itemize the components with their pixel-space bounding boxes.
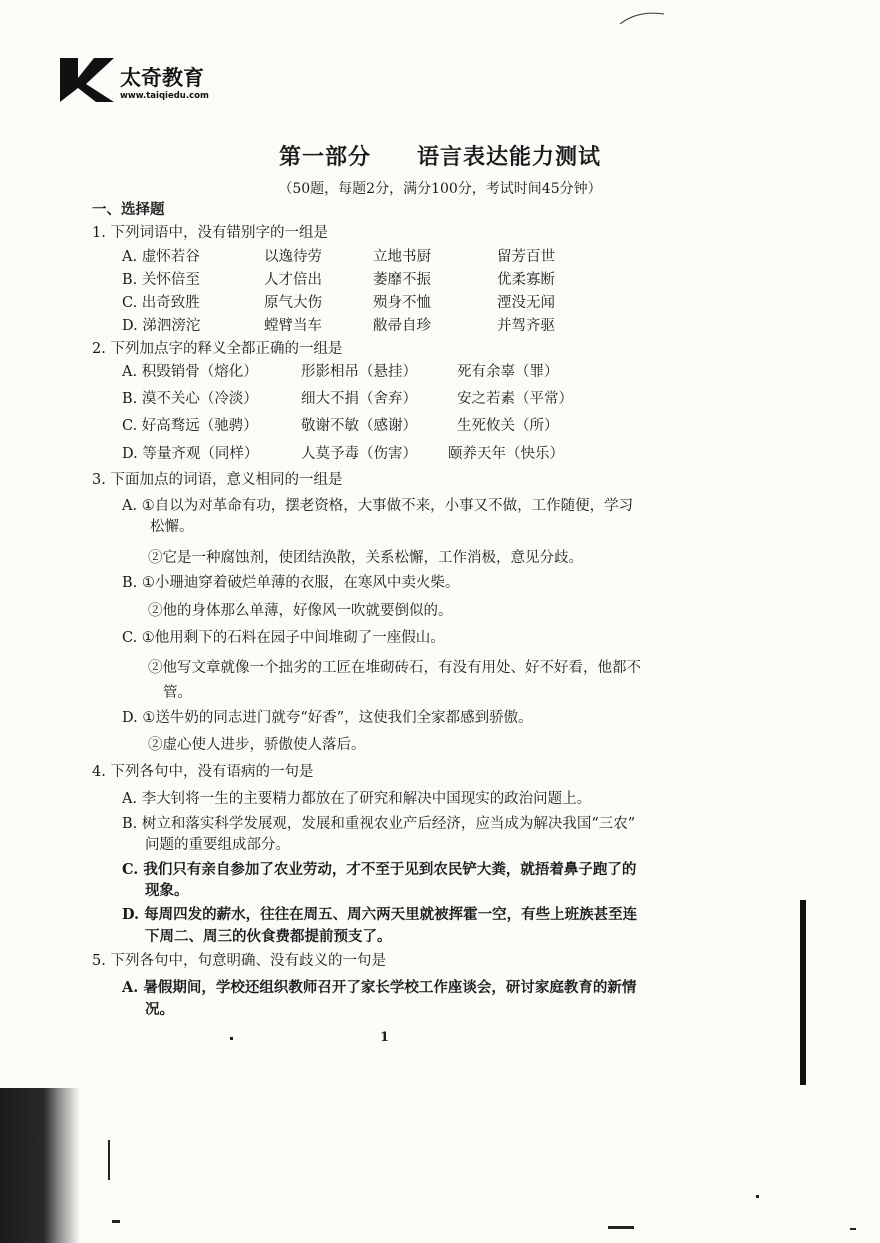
exam-info: （50题，每题2分，满分100分，考试时间45分钟） — [278, 181, 602, 197]
scan-speck — [230, 1037, 233, 1040]
q2-a-2: 形影相吊（悬挂） — [301, 364, 417, 380]
q3-stem: 3. 下面加点的词语，意义相同的一组是 — [92, 472, 343, 488]
q2-d-1: D. 等量齐观（同样） — [122, 446, 259, 462]
q2-b-3: 安之若素（平常） — [457, 391, 573, 407]
q1-b-1: B. 关怀倍至 — [122, 272, 200, 288]
q2-d-2: 人莫予毒（伤害） — [301, 446, 417, 462]
q4-line: C. 我们只有亲自参加了农业劳动，才不至于见到农民铲大粪，就捂着鼻子跑了的 — [122, 861, 637, 878]
q2-c-3: 生死攸关（所） — [457, 418, 559, 434]
q4-line: 下周二、周三的伙食费都提前预支了。 — [145, 928, 392, 945]
title-part: 第一部分 — [278, 144, 371, 170]
scan-mark-icon — [618, 8, 668, 28]
scan-corner-shadow — [0, 1088, 80, 1243]
q5-line: 况。 — [145, 1001, 174, 1018]
q5-stem: 5. 下列各句中，句意明确、没有歧义的一句是 — [92, 953, 386, 969]
logo-url: www.taiqiedu.com — [120, 91, 209, 101]
q3-line: 松懈。 — [150, 519, 194, 535]
q4-stem: 4. 下列各句中，没有语病的一句是 — [92, 764, 314, 780]
scan-speck — [108, 1140, 110, 1180]
q1-a-2: 以逸待劳 — [264, 249, 322, 265]
q1-c-4: 湮没无闻 — [497, 295, 555, 311]
page-number: 1 — [380, 1030, 390, 1045]
q1-b-3: 萎靡不振 — [373, 272, 431, 288]
q2-d-3: 颐养天年（快乐） — [448, 446, 564, 462]
logo-mark-icon — [60, 58, 114, 102]
q2-c-1: C. 好高骛远（驰骋） — [122, 418, 258, 434]
logo-brand: 太奇教育 — [120, 66, 204, 90]
q4-line: B. 树立和落实科学发展观，发展和重视农业产后经济，应当成为解决我国“三农” — [122, 816, 636, 832]
q1-a-3: 立地书厨 — [373, 249, 431, 265]
scan-speck — [756, 1195, 759, 1198]
title-name: 语言表达能力测试 — [417, 144, 602, 170]
q5-line: A. 暑假期间，学校还组织教师召开了家长学校工作座谈会，研讨家庭教育的新情 — [122, 979, 637, 996]
q1-d-4: 并驾齐驱 — [497, 318, 555, 334]
q3-line: ②他的身体那么单薄，好像风一吹就要倒似的。 — [148, 603, 453, 619]
q1-d-1: D. 涕泗滂沱 — [122, 318, 201, 334]
q1-d-2: 螳臂当车 — [264, 318, 322, 334]
q3-line: B. ①小珊迪穿着破烂单薄的衣服，在寒风中卖火柴。 — [122, 575, 460, 591]
q4-line: 问题的重要组成部分。 — [145, 837, 290, 853]
q2-a-1: A. 积毁销骨（熔化） — [122, 364, 258, 380]
q2-a-3: 死有余辜（罪） — [457, 364, 559, 380]
q1-a-1: A. 虚怀若谷 — [122, 249, 200, 265]
q3-line: ②虚心使人进步，骄傲使人落后。 — [148, 737, 366, 753]
q3-line: C. ①他用剩下的石料在园子中间堆砌了一座假山。 — [122, 630, 445, 646]
q1-stem: 1. 下列词语中，没有错别字的一组是 — [92, 225, 328, 241]
q2-stem: 2. 下列加点字的释义全都正确的一组是 — [92, 341, 343, 357]
q2-c-2: 敬谢不敏（感谢） — [301, 418, 417, 434]
scan-speck — [608, 1226, 634, 1229]
scan-speck — [112, 1220, 120, 1223]
q2-b-2: 细大不捐（舍弃） — [301, 391, 417, 407]
q1-c-1: C. 出奇致胜 — [122, 295, 200, 311]
scan-speck — [850, 1228, 856, 1230]
q3-line: A. ①自以为对革命有功，摆老资格，大事做不来，小事又不做，工作随便，学习 — [122, 498, 634, 514]
q1-d-3: 敝帚自珍 — [373, 318, 431, 334]
q3-line: 管。 — [163, 685, 192, 701]
q1-c-3: 殒身不恤 — [373, 295, 431, 311]
q3-line: D. ①送牛奶的同志进门就夸“好香”，这使我们全家都感到骄傲。 — [122, 710, 533, 726]
q3-line: ②它是一种腐蚀剂，使团结涣散，关系松懈，工作消极，意见分歧。 — [148, 550, 583, 566]
q1-a-4: 留芳百世 — [497, 249, 555, 265]
q4-line: 现象。 — [145, 882, 189, 899]
q1-c-2: 原气大伤 — [264, 295, 322, 311]
q1-b-4: 优柔寡断 — [497, 272, 555, 288]
section-heading: 一、选择题 — [92, 201, 165, 218]
q4-line: A. 李大钊将一生的主要精力都放在了研究和解决中国现实的政治问题上。 — [122, 791, 592, 807]
page-title — [0, 140, 880, 171]
q3-line: ②他写文章就像一个拙劣的工匠在堆砌砖石，有没有用处、好不好看，他都不 — [148, 660, 641, 676]
q2-b-1: B. 漠不关心（冷淡） — [122, 391, 258, 407]
logo — [60, 58, 240, 108]
q1-b-2: 人才倍出 — [264, 272, 322, 288]
q4-line: D. 每周四发的薪水，往往在周五、周六两天里就被挥霍一空，有些上班族甚至连 — [122, 906, 638, 923]
scan-edge-right — [800, 900, 806, 1085]
